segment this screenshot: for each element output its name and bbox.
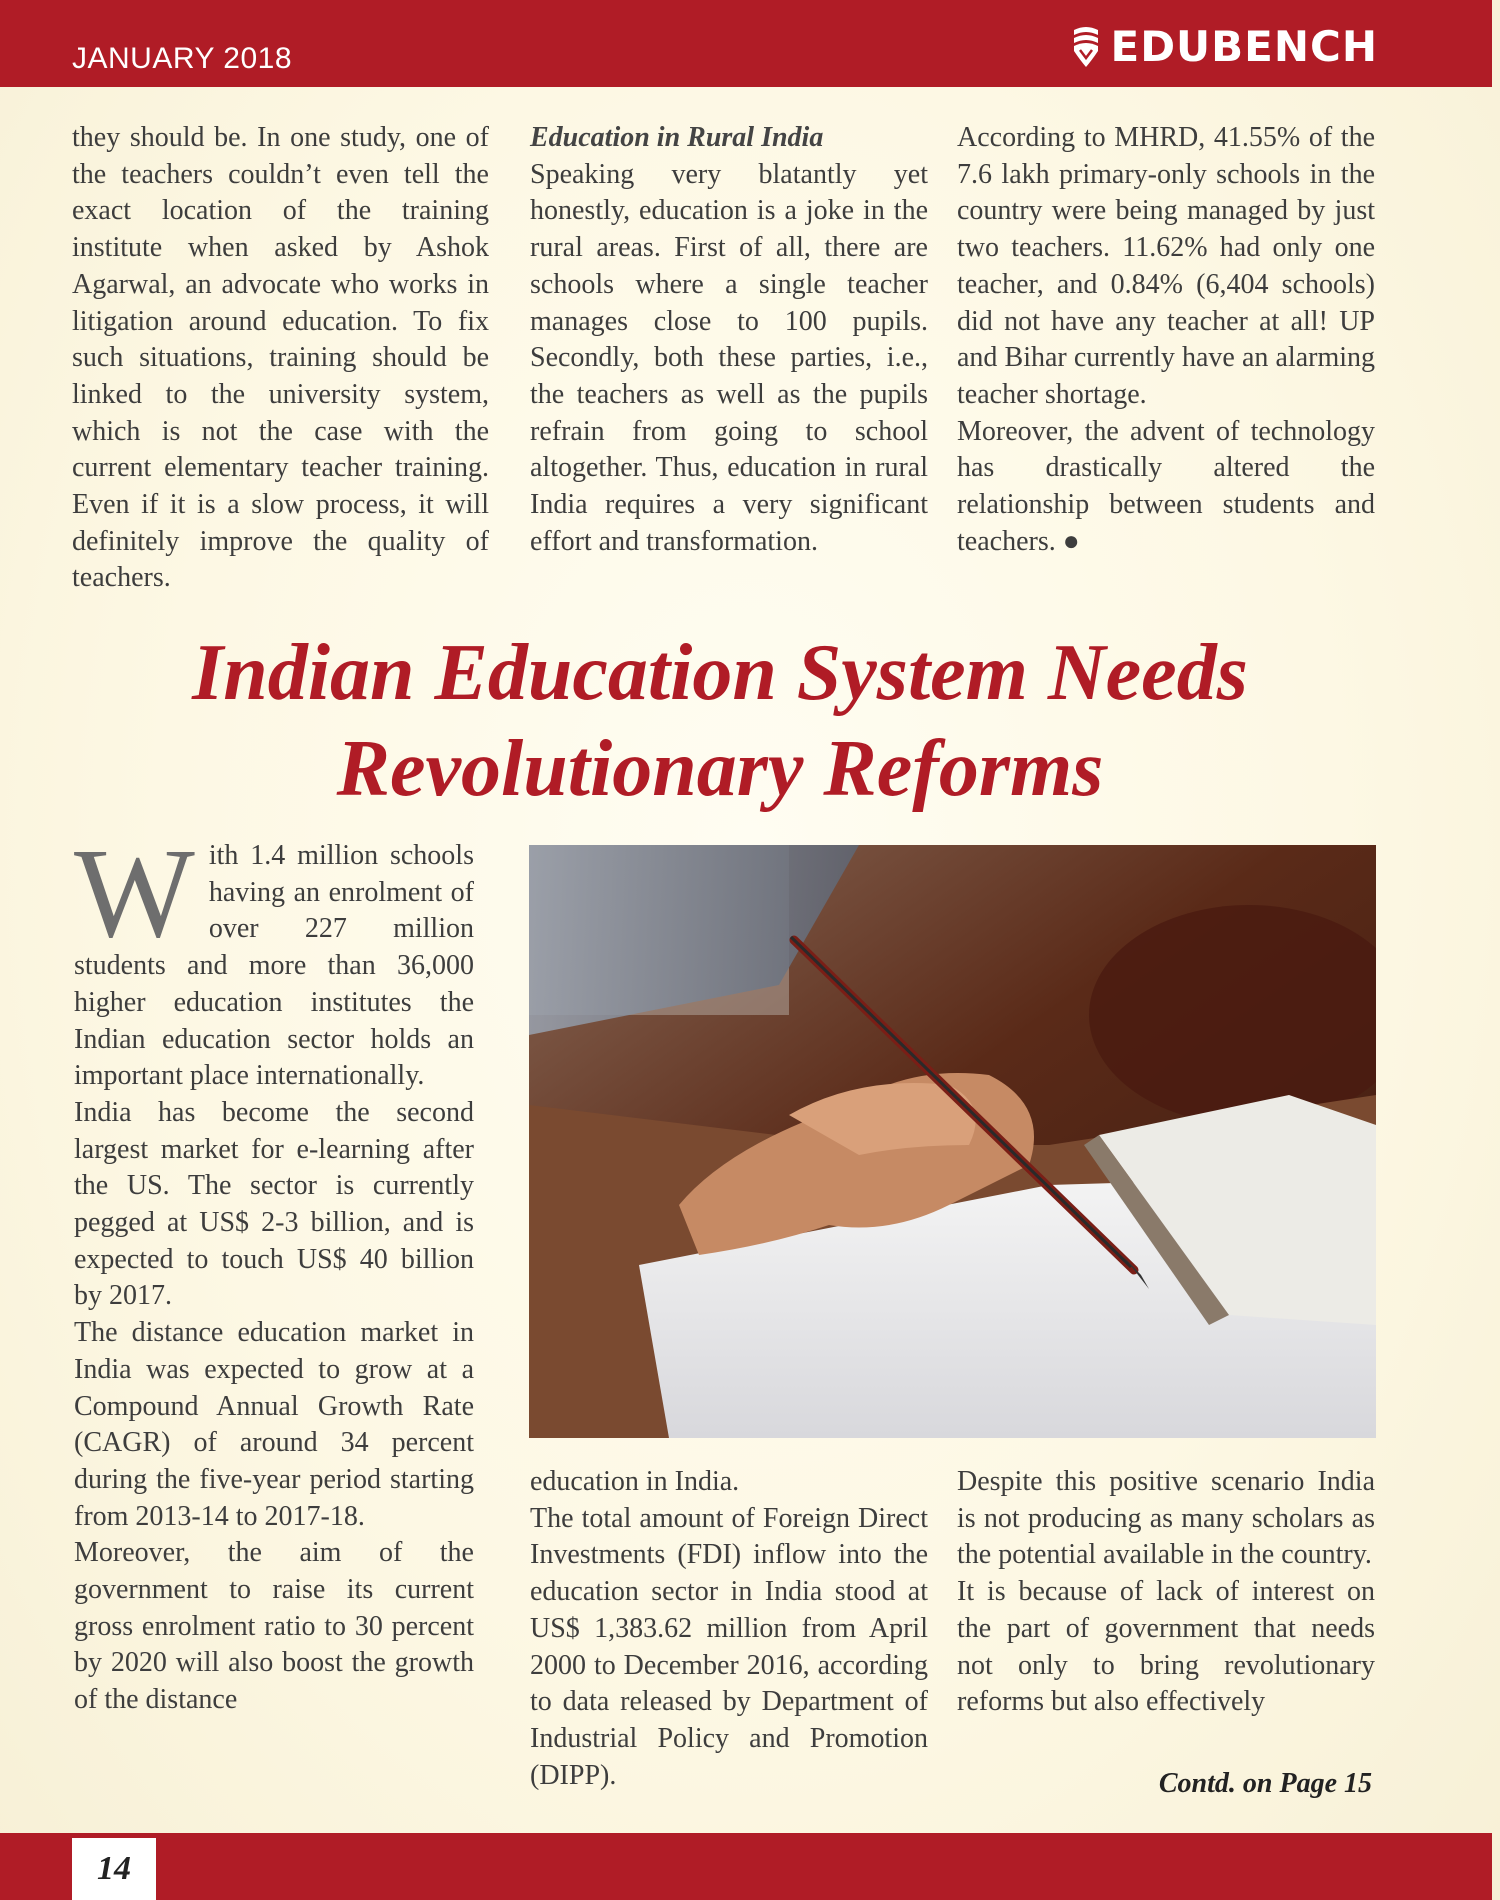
article-column-2 (530, 1464, 928, 1794)
page-number: 14 (72, 1838, 156, 1900)
article-photo (529, 845, 1376, 1438)
article-column-3-paragraph-1: Despite this positive scenario India is not producing as many scholars as the potential available in the country. (957, 1466, 1375, 1571)
article-column-1-paragraph-1 (74, 822, 474, 1095)
headline-line-1: Indian Education System Needs (192, 629, 1248, 717)
article-column-1-paragraph-2: India has become the second largest market for e-learning after the US. The sector is currently pegged at US$ 2-3 billion, and is expected to touch US$ 40 billion by 2017. (74, 1096, 474, 1312)
footer-bar (0, 1833, 1492, 1900)
article-column-1-paragraph-4: Moreover, the aim of the government to raise its current gross enrolment ratio to 30 percent by 2020 will also boost the growth of the distance (74, 1537, 474, 1716)
top-column-3-paragraph-2: Moreover, the advent of technology has drastically altered the relationship between students and teachers. ● (957, 415, 1375, 557)
article-column-3-paragraph-2: It is because of lack of interest on the part of government that needs not only to bring revolutionary reforms but also effectively (957, 1576, 1375, 1718)
top-column-1-text: they should be. In one study, one of the teachers couldn’t even tell the exact location of the training institute when asked by Ashok Agarwal, an advocate who works in litigation around education. To fix such situations, training should be linked to the university system, which is not the case with the current elementary teacher training. Even if it is a slow process, it will definitely improve the quality of teachers. (72, 122, 489, 594)
section-subheading: Education in Rural India (530, 122, 824, 153)
issue-date: JANUARY 2018 (72, 42, 293, 75)
top-column-3 (957, 120, 1375, 560)
intro-text: ith 1.4 million schools having an enrolment of over 227 million students and more than 36,000 higher education institutes the Indian education sector holds an important place internationally. (74, 840, 474, 1092)
article-column-2-paragraph-1: education in India. (530, 1466, 740, 1497)
article-column-1-paragraph-3: The distance education market in India was expected to grow at a Compound Annual Growth Rate (CAGR) of around 34 percent during the five-year period starting from 2013-14 to 2017-18. (74, 1317, 474, 1532)
top-column-2 (530, 120, 928, 560)
article-column-1 (74, 822, 474, 1719)
top-column-3-paragraph-1: According to MHRD, 41.55% of the 7.6 lakh primary-only schools in the country were being managed by just two teachers. 11.62% had only one teacher, and 0.84% (6,404 schools) did not have any teacher at all! UP and Bihar currently have an alarming teacher shortage. (957, 122, 1375, 410)
continued-link[interactable]: Contd. on Page 15 (1158, 1768, 1372, 1799)
hand-writing-with-pencil-image (529, 845, 1376, 1438)
brand-logo (1071, 22, 1379, 71)
drop-cap: W (74, 822, 195, 964)
article-column-2-paragraph-2: The total amount of Foreign Direct Investments (FDI) inflow into the education sector in India stood at US$ 1,383.62 million from April 2000 to December 2016, according to data released by Department of Industrial Policy and Promotion (DIPP). (530, 1502, 928, 1791)
brand-name: EDUBENCH (1110, 22, 1378, 71)
headline-line-2: Revolutionary Reforms (336, 725, 1104, 813)
article-headline (0, 625, 1440, 817)
top-column-1 (72, 120, 489, 597)
shield-logo-icon (1071, 26, 1101, 68)
article-column-3 (957, 1464, 1375, 1721)
top-column-2-text: Speaking very blatantly yet honestly, education is a joke in the rural areas. First of all, there are schools where a single teacher manages close to 100 pupils. Secondly, both these parties, i.e., the teachers as well as the pupils refrain from going to school altogether. Thus, education in rural India requires a very significant effort and transformation. (530, 158, 928, 557)
